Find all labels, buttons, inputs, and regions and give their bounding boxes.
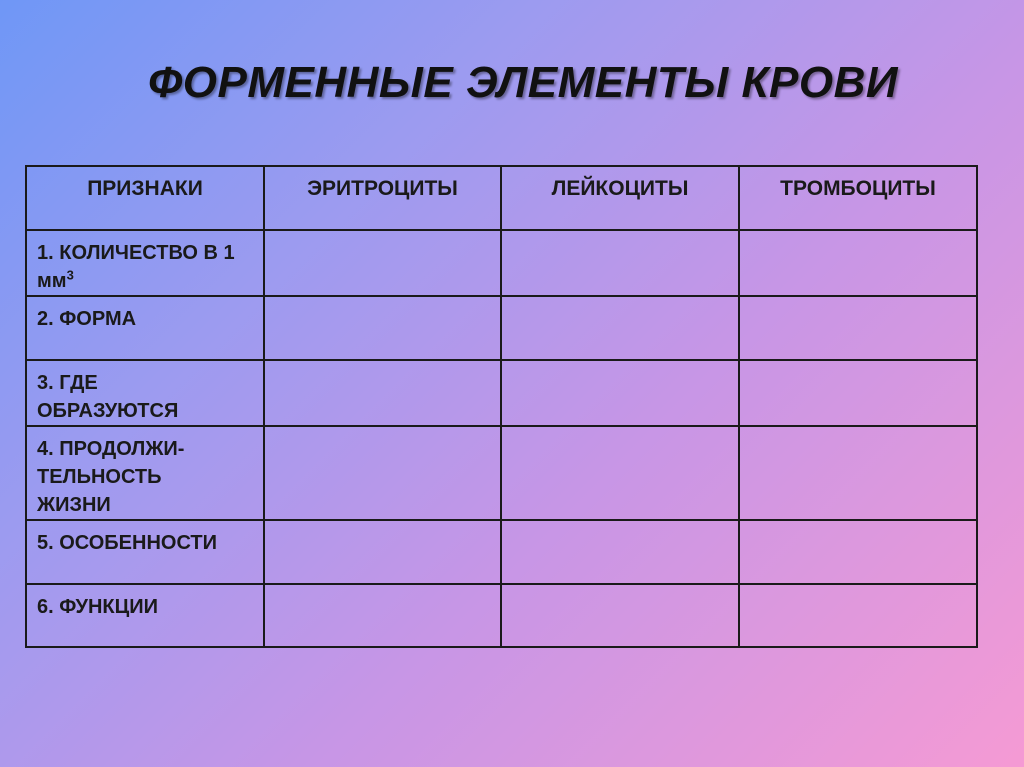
table-row [26, 520, 977, 584]
table-cell [501, 584, 739, 647]
slide-title: ФОРМЕННЫЕ ЭЛЕМЕНТЫ КРОВИ [147, 58, 899, 107]
superscript: 3 [66, 267, 74, 283]
header-cell: ЛЕЙКОЦИТЫ [501, 166, 739, 230]
table-cell [264, 426, 501, 520]
table-cell [739, 296, 977, 360]
row-label: 4. ПРОДОЛЖИ-ТЕЛЬНОСТЬ ЖИЗНИ [26, 426, 264, 520]
table-row [26, 584, 977, 647]
table-cell [264, 230, 501, 296]
table-cell [739, 230, 977, 296]
table-cell [501, 230, 739, 296]
table-cell [501, 426, 739, 520]
header-cell: ТРОМБОЦИТЫ [739, 166, 977, 230]
table-cell [739, 520, 977, 584]
table-cell [264, 520, 501, 584]
table-cell [739, 360, 977, 426]
row-label-text: 1. КОЛИЧЕСТВО В 1 мм [37, 242, 235, 292]
row-label: 3. ГДЕ ОБРАЗУЮТСЯ [26, 360, 264, 426]
table-cell [264, 360, 501, 426]
table-cell [264, 584, 501, 647]
header-cell: ПРИЗНАКИ [26, 166, 264, 230]
row-label: 2. ФОРМА [26, 296, 264, 360]
table-row [26, 296, 977, 360]
table-row [26, 230, 977, 296]
header-cell: ЭРИТРОЦИТЫ [264, 166, 501, 230]
table-cell [739, 584, 977, 647]
row-label: 6. ФУНКЦИИ [26, 584, 264, 647]
blood-cells-table [25, 165, 978, 648]
row-label [26, 230, 264, 296]
table-cell [501, 360, 739, 426]
table-row [26, 426, 977, 520]
row-label: 5. ОСОБЕННОСТИ [26, 520, 264, 584]
table-cell [264, 296, 501, 360]
table-cell [739, 426, 977, 520]
table-cell [501, 296, 739, 360]
table-row [26, 360, 977, 426]
table-cell [501, 520, 739, 584]
table-header-row [26, 166, 977, 230]
